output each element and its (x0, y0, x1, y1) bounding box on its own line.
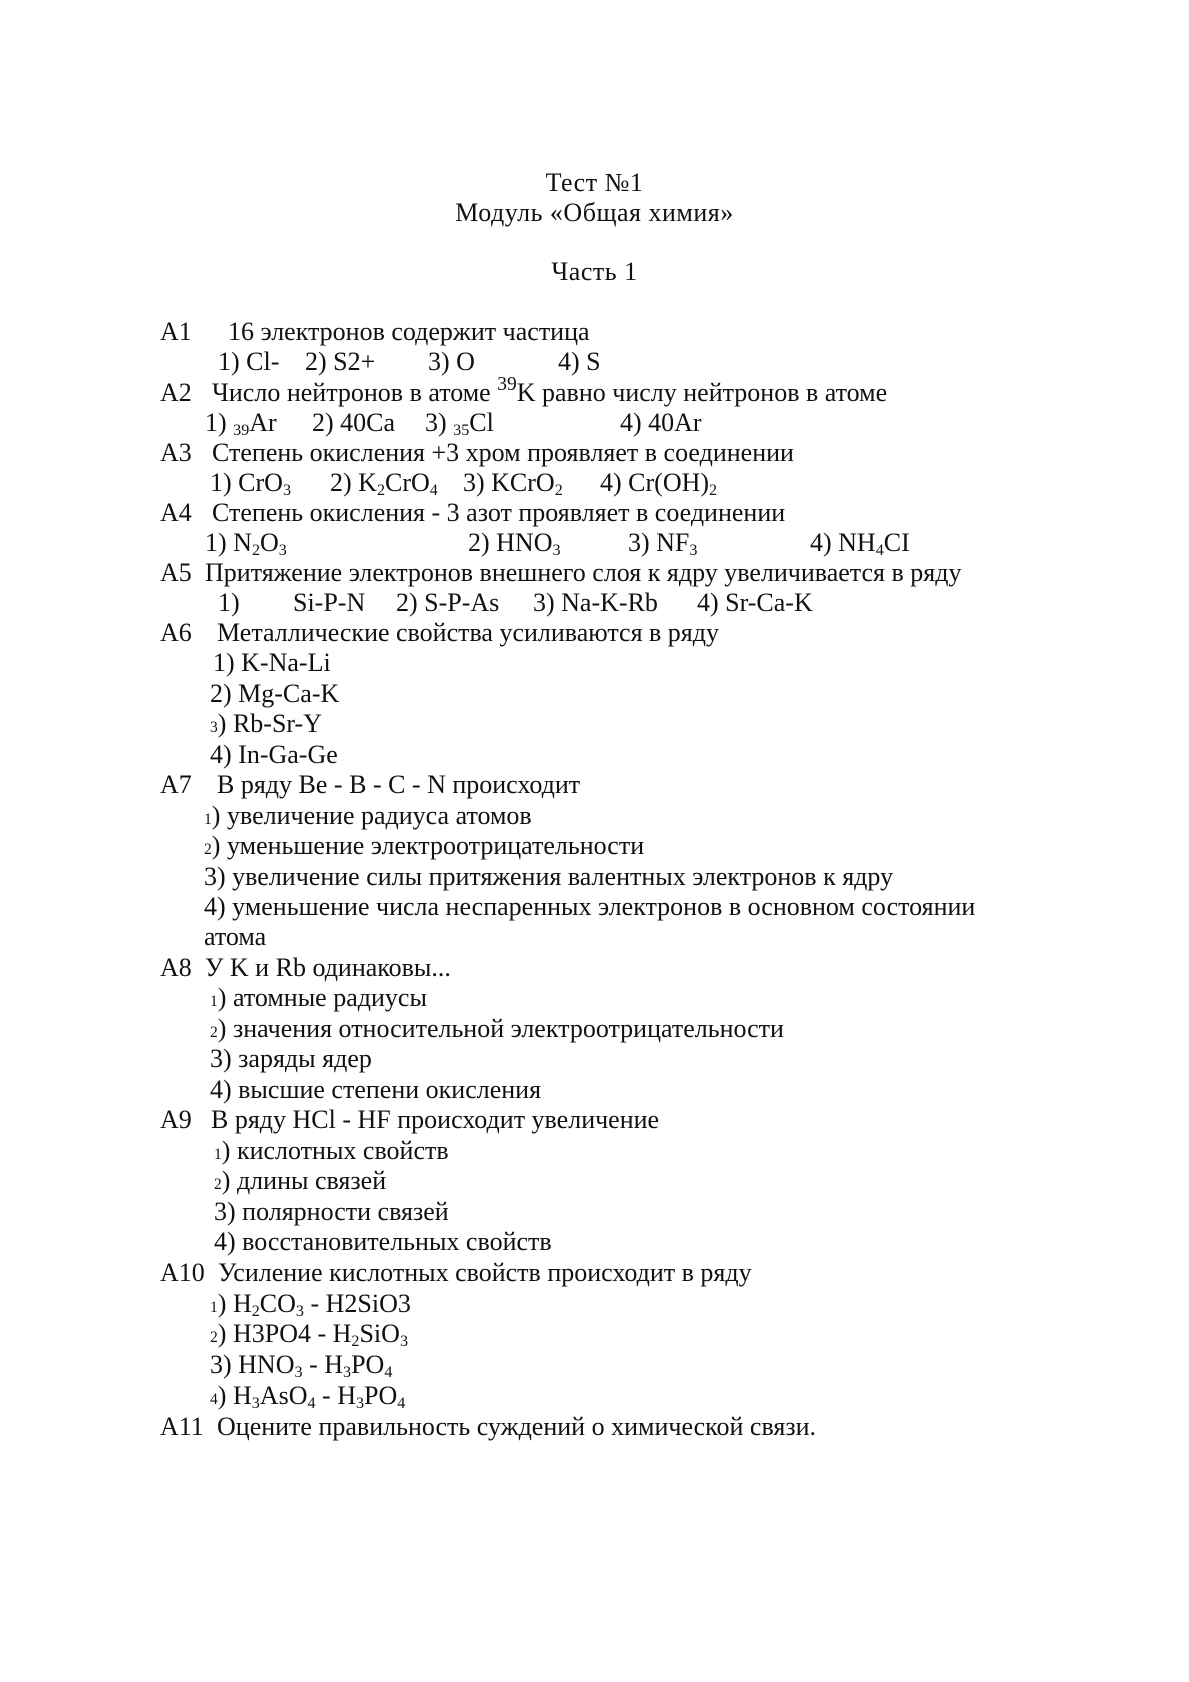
question-text: У K и Rb одинаковы... (205, 953, 451, 982)
question-number: А4 (160, 498, 192, 527)
question-number: А8 (160, 953, 192, 982)
test-title: Тест №1 (545, 168, 644, 197)
answer-option: 3) увеличение силы притяжения валентных электронов к ядру (204, 862, 894, 891)
question-text: Металлические свойства усиливаются в ряду (217, 618, 719, 647)
answer-option: 1) $H_2CO_3 - H2SiO3$ (210, 1289, 411, 1321)
isotope-mass: 39 (497, 374, 517, 396)
question-number: А1 (160, 317, 192, 346)
answer-option: 2) значения относительной электроотрицательности (210, 1014, 784, 1043)
answer-option: 2) $K_2CrO_4$ (330, 468, 438, 500)
answer-option: 4) $NH_4CI$ (810, 528, 910, 560)
question-text: Число нейтронов в атоме $^{39}$K равно числу нейтронов в атоме (212, 374, 888, 407)
answer-option-label: 1) (218, 588, 240, 617)
answer-option: Si-P-N (293, 588, 366, 617)
question-text: Усиление кислотных свойств происходит в ряду (218, 1258, 752, 1287)
question-text: В ряду HCl - HF происходит увеличение (211, 1105, 660, 1134)
question-text: Притяжение электронов внешнего слоя к ядру увеличивается в ряду (205, 558, 962, 587)
answer-option: 3) Na-K-Rb (533, 588, 658, 617)
answer-option-continuation: атома (204, 922, 267, 951)
question-number: А7 (160, 770, 192, 799)
answer-option: 2) $HNO_3$ (468, 528, 561, 560)
answer-option: 2) S2+ (305, 347, 376, 376)
question-text: Оцените правильность суждений о химической связи. (217, 1412, 817, 1441)
answer-option: 3) $NF_3$ (628, 528, 698, 560)
question-number: А11 (160, 1412, 204, 1441)
answer-option: 3) $HNO_3 - H_3PO_4$ (210, 1350, 393, 1382)
answer-option: 3) заряды ядер (210, 1044, 372, 1073)
answer-option: 1) атомные радиусы (210, 983, 427, 1012)
question-number: А2 (160, 378, 192, 407)
answer-option: 2) Mg-Ca-K (210, 679, 340, 708)
answer-option: 2) S-P-As (396, 588, 500, 617)
answer-option: 1) увеличение радиуса атомов (204, 801, 532, 830)
question-text: Степень окисления - 3 азот проявляет в соединении (212, 498, 786, 527)
answer-option: 2) длины связей (214, 1166, 387, 1195)
question-number: А10 (160, 1258, 205, 1287)
answer-option: 3) O (428, 347, 475, 376)
module-title: Модуль «Общая химия» (455, 198, 734, 227)
answer-option: 1) кислотных свойств (214, 1136, 449, 1165)
answer-option: 3) полярности связей (214, 1197, 449, 1226)
answer-option: 2) 40Ca (312, 408, 396, 437)
answer-option: 4) высшие степени окисления (210, 1075, 542, 1104)
answer-option: 1) CrO$_3$ (210, 468, 291, 500)
question-text: В ряду Be - B - C - N происходит (217, 770, 581, 799)
question-number: А5 (160, 558, 192, 587)
question-text: Степень окисления +3 хром проявляет в соединении (212, 438, 794, 467)
answer-option: 3) KCrO$_2$ (463, 468, 563, 500)
question-number: А6 (160, 618, 192, 647)
answer-option: 1) K-Na-Li (213, 648, 331, 677)
answer-option: 2) $H3PO4 - H_2SiO_3$ (210, 1319, 408, 1351)
answer-option: 4) S (558, 347, 601, 376)
part-title: Часть 1 (551, 257, 638, 286)
answer-option: 4) $Cr(OH)_2$ (600, 468, 718, 500)
question-text: 16 электронов содержит частица (228, 317, 590, 346)
answer-option: 4) 40Ar (620, 408, 702, 437)
answer-option: 4) восстановительных свойств (214, 1227, 552, 1256)
answer-option: 1) $_{39}$Ar (205, 408, 277, 440)
question-number: А9 (160, 1105, 192, 1134)
question-number: А3 (160, 438, 192, 467)
answer-option: 4) Sr-Ca-K (697, 588, 813, 617)
answer-option: 1) Cl- (218, 347, 280, 376)
answer-option: 3) $_{35}$Cl (425, 408, 494, 440)
answer-option: 4) In-Ga-Ge (210, 740, 338, 769)
answer-option: 2) уменьшение электроотрицательности (204, 831, 645, 860)
answer-option: 1) $N_2O_3$ (205, 528, 287, 560)
answer-option: 3) Rb-Sr-Y (210, 709, 322, 738)
answer-option: 4) уменьшение числа неспаренных электронов в основном состоянии (204, 892, 976, 921)
answer-option: 4) $H_3AsO_4 - H_3PO_4$ (210, 1381, 406, 1413)
